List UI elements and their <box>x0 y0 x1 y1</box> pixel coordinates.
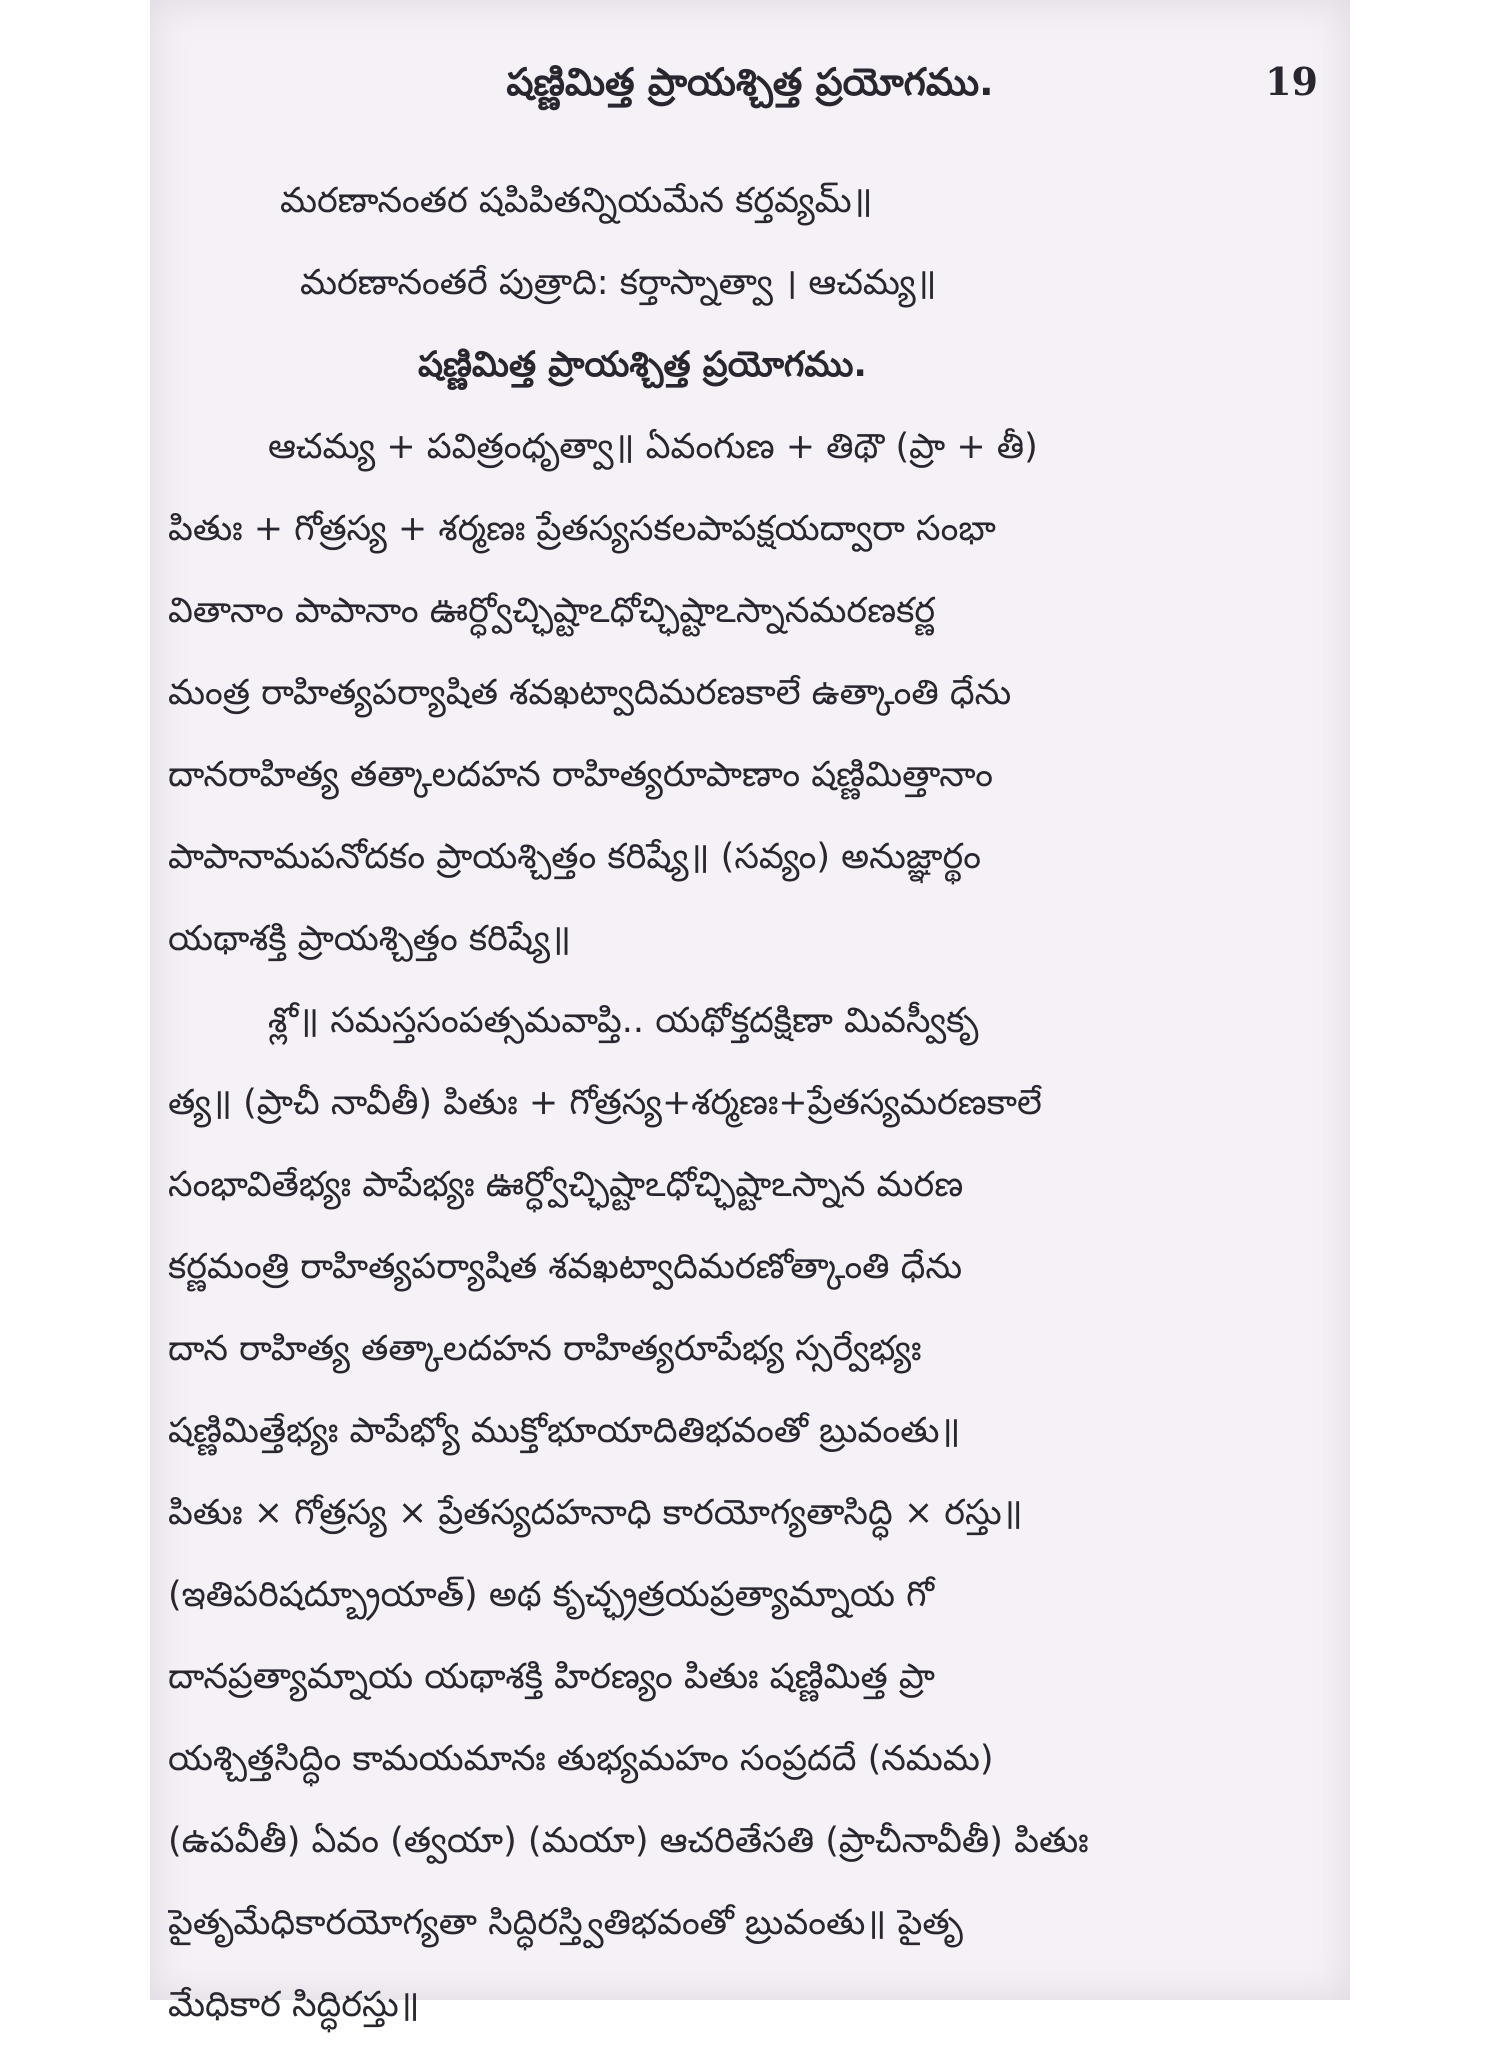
page-title: షణ్ణిమిత్త ప్రాయశ్చిత్త ప్రయోగము. <box>506 60 994 104</box>
text-line: త్య॥ (ప్రాచీ నావీతీ) పితుః + గోత్రస్య+శర్మణః+ప్రేతస్యమరణకాలే <box>168 1083 1042 1123</box>
text-line: మంత్ర రాహిత్యపర్యాషిత శవఖట్వాదిమరణకాలే ఉత్కాంతి ధేను <box>168 673 1012 713</box>
text-line: కర్ణమంత్రి రాహిత్యపర్యాషిత శవఖట్వాదిమరణోత్కాంతి ధేను <box>168 1247 963 1287</box>
text-line: మేధికార సిద్ధిరస్తు॥ <box>168 1985 420 2025</box>
running-header <box>150 52 1350 112</box>
text-line: దాన రాహిత్య తత్కాలదహన రాహిత్యరూపేభ్య స్సర్వేభ్యః <box>168 1329 922 1369</box>
text-line: పైతృమేధికారయోగ్యతా సిద్ధిరస్త్వితిభవంతో బ్రువంతు॥ పైతృ <box>168 1903 963 1943</box>
text-line: షణ్ణిమిత్తేభ్యః పాపేభ్యో ముక్తోభూయాదితిభవంతో బ్రువంతు॥ <box>168 1411 961 1451</box>
text-line: యథాశక్తి ప్రాయశ్చిత్తం కరిష్యే॥ <box>168 919 572 959</box>
text-line: శ్లో॥ సమస్తసంపత్సమవాప్తి.. యథోక్తదక్షిణా మివస్వీకృ <box>268 1001 979 1041</box>
text-line: యశ్చిత్తసిద్ధిం కామయమానః తుభ్యమహం సంప్రదదే (నమమ) <box>168 1739 994 1779</box>
text-line: పితుః + గోత్రస్య + శర్మణః ప్రేతస్యసకలపాపక్షయద్వారా సంభా <box>168 509 996 549</box>
text-line: పాపానామపనోదకం ప్రాయశ్చిత్తం కరిష్యే॥ (సవ్యం) అనుజ్ఞార్థం <box>168 837 981 877</box>
section-heading: షణ్ణిమిత్త ప్రాయశ్చిత్త ప్రయోగము. <box>418 345 867 385</box>
text-line: మరణానంతర షపిపితన్నియమేన కర్తవ్యమ్॥ <box>280 181 873 221</box>
body-text <box>168 160 1328 2046</box>
text-line: మరణానంతరే పుత్రాది: కర్తాస్నాత్వా । ఆచమ్య॥ <box>300 263 937 303</box>
text-line: సంభావితేభ్యః పాపేభ్యః ఊర్ధ్వోచ్ఛిష్టాఽధోచ్ఛిష్టాఽస్నాన మరణ <box>168 1165 964 1205</box>
text-line: ఆచమ్య + పవిత్రంధృత్వా॥ ఏవంగుణ + తిథౌ (ప్రా + తీ) <box>268 427 1038 467</box>
text-line: (ఇతిపరిషద్బ్రూయాత్) అథ కృచ్ఛ్రత్రయప్రత్యామ్నాయ గో <box>168 1575 935 1615</box>
text-line: దానప్రత్యామ్నాయ యథాశక్తి హిరణ్యం పితుః షణ్ణిమిత్త ప్రా <box>168 1657 935 1697</box>
scanned-page <box>150 0 1350 2025</box>
text-line: దానరాహిత్య తత్కాలదహన రాహిత్యరూపాణాం షణ్ణిమిత్తానాం <box>168 755 994 795</box>
text-line: వితానాం పాపానాం ఊర్ధ్వోచ్ఛిష్టాఽధోచ్ఛిష్టాఽస్నానమరణకర్ణ <box>168 591 936 631</box>
page-number: 19 <box>1265 59 1318 104</box>
text-line: (ఉపవీతీ) ఏవం (త్వయా) (మయా) ఆచరితేసతి (ప్రాచీనావీతీ) పితుః <box>168 1821 1089 1861</box>
text-line: పితుః × గోత్రస్య × ప్రేతస్యదహనాధి కారయోగ్యతాసిద్ధి × రస్తు॥ <box>168 1493 1023 1533</box>
